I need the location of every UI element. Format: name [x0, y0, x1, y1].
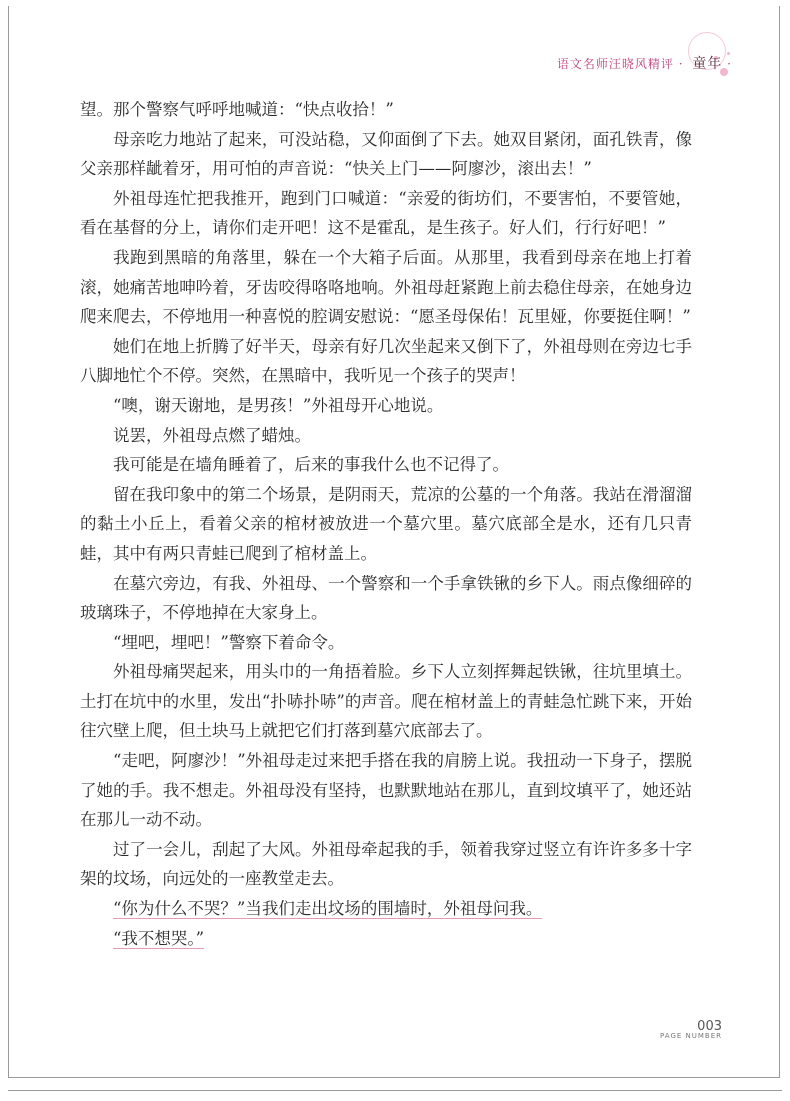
- paragraph: 母亲吃力地站了起来，可没站稳，又仰面倒了下去。她双目紧闭，面孔铁青，像父亲那样龇着牙，用可怕的声音说：“快关上门——阿廖沙，滚出去！”: [80, 129, 692, 179]
- paragraph-underlined: [80, 894, 692, 924]
- page-number-label: PAGE NUMBER: [660, 1032, 722, 1040]
- header-separator: ·: [727, 57, 732, 71]
- paragraph: 外祖母连忙把我推开，跑到门口喊道：“亲爱的街坊们，不要害怕，不要管她，看在基督的分上，请你们走开吧！这不是霍乱，是生孩子。好人们，行行好吧！”: [80, 188, 692, 238]
- paragraph: 她们在地上折腾了好半天，母亲有好几次坐起来又倒下了，外祖母则在旁边七手八脚地忙个不停。突然，在黑暗中，我听见一个孩子的哭声！: [80, 336, 692, 386]
- body-text: [80, 95, 692, 953]
- paragraph: 留在我印象中的第二个场景，是阴雨天，荒凉的公墓的一个角落。我站在滑溜溜的黏土小丘上，看着父亲的棺材被放进一个墓穴里。墓穴底部全是水，还有几只青蛙，其中有两只青蛙已爬到了棺材盖上。: [80, 484, 692, 563]
- header-book-title: 童年: [692, 56, 723, 72]
- paragraph-underlined: [80, 924, 692, 954]
- paragraph: 外祖母痛哭起来，用头巾的一角捂着脸。乡下人立刻挥舞起铁锹，往坑里填土。土打在坑中的水里，发出“扑哧扑哧”的声音。爬在棺材盖上的青蛙急忙跳下来，开始往穴壁上爬，但土块马上就把它们打落到墓穴底部去了。: [80, 662, 692, 741]
- paragraph: “噢，谢天谢地，是男孩！”外祖母开心地说。: [113, 395, 444, 415]
- paragraph: 说罢，外祖母点燃了蜡烛。: [113, 425, 311, 445]
- paragraph: 我可能是在墙角睡着了，后来的事我什么也不记得了。: [113, 455, 509, 475]
- header-series: 语文名师汪晓风精评: [556, 57, 674, 71]
- header-separator: ·: [678, 57, 684, 71]
- page-number: 003: [697, 1019, 722, 1034]
- paragraph: 过了一会儿，刮起了大风。外祖母牵起我的手，领着我穿过竖立有许许多多十字架的坟场，向远处的一座教堂走去。: [80, 839, 692, 889]
- paragraph: 在墓穴旁边，有我、外祖母、一个警察和一个手拿铁锹的乡下人。雨点像细碎的玻璃珠子，不停地掉在大家身上。: [80, 573, 692, 623]
- paragraph: “埋吧，埋吧！”警察下着命令。: [113, 632, 345, 652]
- page-number-block: [660, 1019, 722, 1040]
- paragraph: “走吧，阿廖沙！”外祖母走过来把手搭在我的肩膀上说。我扭动一下身子，摆脱了她的手。我不想走。外祖母没有坚持，也默默地站在那儿，直到坟填平了，她还站在那儿一动不动。: [80, 751, 692, 830]
- paragraph: 我跑到黑暗的角落里，躲在一个大箱子后面。从那里，我看到母亲在地上打着滚，她痛苦地呻吟着，牙齿咬得咯咯地响。外祖母赶紧跑上前去稳住母亲，在她身边爬来爬去，不停地用一种喜悦的腔调安慰说：“愿圣母保佑！瓦里娅，你要挺住啊！”: [80, 247, 692, 327]
- paragraph: 望。那个警察气呼呼地喊道：“快点收拾！”: [80, 100, 394, 119]
- bottom-divider: [8, 1090, 782, 1091]
- running-header: [557, 53, 732, 73]
- underlined-quote: “我不想哭。”: [113, 928, 205, 948]
- underlined-quote: “你为什么不哭？”当我们走出坟场的围墙时，外祖母问我。: [113, 899, 543, 919]
